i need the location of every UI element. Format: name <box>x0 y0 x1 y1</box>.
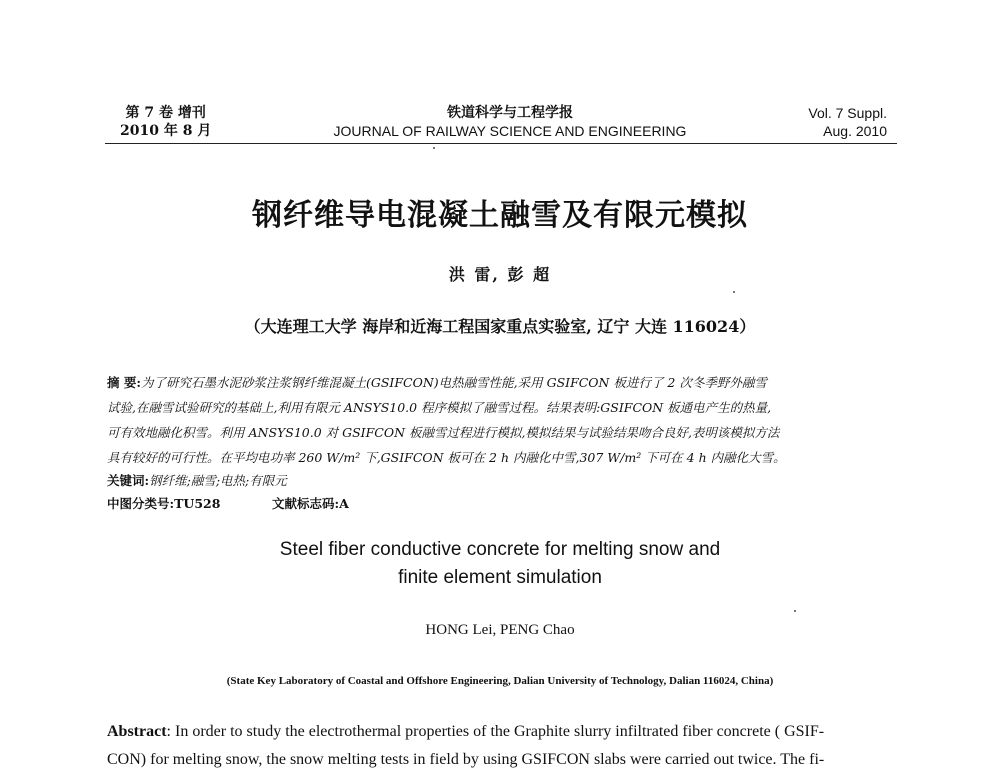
paper-title-en-line: Steel fiber conductive concrete for melting snow and <box>279 539 721 560</box>
abstract-en-label: Abstract <box>107 723 167 740</box>
affiliation-en: (State Key Laboratory of Coastal and Offshore Engineering, Dalian University of Technology, Dalian 116024, China) <box>226 675 774 687</box>
header-volume-date-en <box>808 104 887 140</box>
scan-speck <box>433 147 435 149</box>
header-volume-date-cn <box>120 104 211 140</box>
abstract-en-line <box>107 718 897 746</box>
abstract-cn-label: 摘 要: <box>107 375 141 390</box>
header-rule <box>105 143 897 144</box>
abstract-cn-text: 为了研究石墨水泥砂浆注浆钢纤维混凝土(GSIFCON)电热融雪性能,采用 GSIFCON 板进行了 2 次冬季野外融雪 <box>140 375 767 390</box>
header-journal <box>320 104 700 140</box>
authors-en: HONG Lei, PENG Chao <box>425 622 575 638</box>
abstract-cn-line: 具有较好的可行性。在平均电功率 260 W/m² 下,GSIFCON 板可在 2 h 内融化中雪,307 W/m² 下可在 4 h 内融化大雪。 <box>107 450 786 465</box>
affiliation-cn: （大连理工大学 海岸和近海工程国家重点实验室, 辽宁 大连 116024） <box>244 317 756 336</box>
header-date-en: Aug. 2010 <box>823 123 887 139</box>
abstract-en-text: : In order to study the electrothermal properties of the Graphite slurry infiltrated fiber concrete ( GSIF- <box>166 723 825 740</box>
authors-cn: 洪 雷, 彭 超 <box>448 265 552 284</box>
header-date-cn: 2010 年 8 月 <box>120 123 212 139</box>
paper-title-en-line: finite element simulation <box>398 567 602 588</box>
keywords-label: 关键词: <box>107 473 150 488</box>
clc-number: 中图分类号:TU528 <box>107 496 221 511</box>
abstract-en <box>107 718 897 774</box>
paper-title-cn: 钢纤维导电混凝土融雪及有限元模拟 <box>252 198 748 233</box>
document-code: 文献标志码:A <box>272 496 349 511</box>
keywords-value: 钢纤维;融雪;电热;有限元 <box>149 473 287 488</box>
header-volume-cn: 第 7 卷 增刊 <box>125 105 206 121</box>
header-journal-cn: 铁道科学与工程学报 <box>447 105 573 121</box>
paper-title-en <box>0 536 1000 592</box>
abstract-en-line: CON) for melting snow, the snow melting tests in field by using GSIFCON slabs were carried out twice. The fi- <box>107 751 825 768</box>
abstract-cn-line <box>107 370 897 395</box>
header-journal-en: JOURNAL OF RAILWAY SCIENCE AND ENGINEERING <box>333 123 687 139</box>
header-volume-en: Vol. 7 Suppl. <box>808 105 887 121</box>
keywords <box>107 469 287 493</box>
abstract-cn-line: 试验,在融雪试验研究的基础上,利用有限元 ANSYS10.0 程序模拟了融雪过程。结果表明:GSIFCON 板通电产生的热量, <box>107 400 772 415</box>
scan-speck <box>794 610 796 612</box>
abstract-cn-line: 可有效地融化积雪。利用 ANSYS10.0 对 GSIFCON 板融雪过程进行模拟,模拟结果与试验结果吻合良好,表明该模拟方法 <box>107 425 780 440</box>
abstract-cn <box>107 370 897 470</box>
scan-speck <box>733 291 735 293</box>
